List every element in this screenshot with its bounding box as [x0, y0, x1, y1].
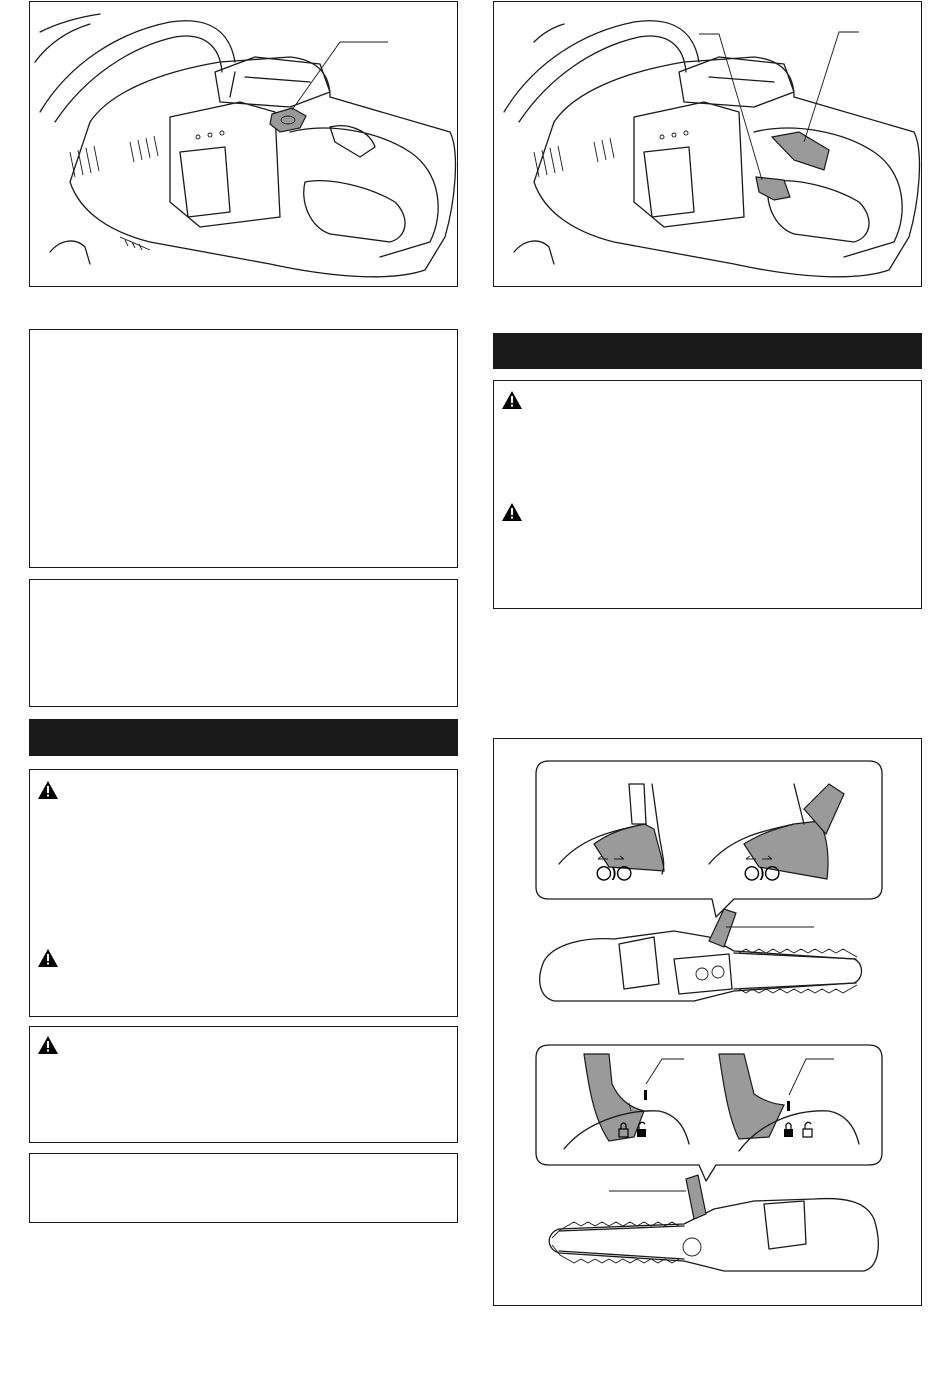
section-heading-left [29, 719, 458, 756]
indicator-mark [787, 1101, 790, 1111]
lock-icon [784, 1123, 793, 1137]
warning-box-2 [29, 1026, 458, 1143]
chain-brake-illustration [494, 739, 922, 1306]
chainsaw-side-view-lower [549, 1199, 878, 1271]
chain-brake-arrow-icon: ◯)◯ [596, 864, 632, 880]
warning-triangle-icon [37, 948, 59, 968]
unlock-icon [803, 1122, 812, 1137]
note-box-1 [29, 329, 458, 568]
figure-chain-brake [493, 738, 922, 1306]
figure-top-right [493, 1, 922, 287]
warning-box-1 [29, 769, 458, 1017]
warning-triangle-icon [501, 502, 523, 522]
chainsaw-rear-handle-illustration [30, 2, 458, 287]
warning-box-right [493, 380, 922, 609]
note-box-2 [29, 579, 458, 707]
warning-triangle-icon [501, 390, 523, 410]
warning-triangle-icon [37, 1035, 59, 1055]
note-box-3 [29, 1153, 458, 1223]
chainsaw-trigger-illustration [494, 2, 922, 287]
chain-brake-arrow-icon: ◯)◯ [744, 864, 780, 880]
warning-triangle-icon [37, 780, 59, 800]
indicator-mark [644, 1090, 647, 1100]
section-heading-right [493, 333, 922, 369]
figure-top-left [29, 1, 458, 287]
chainsaw-side-view-upper [540, 931, 862, 1001]
